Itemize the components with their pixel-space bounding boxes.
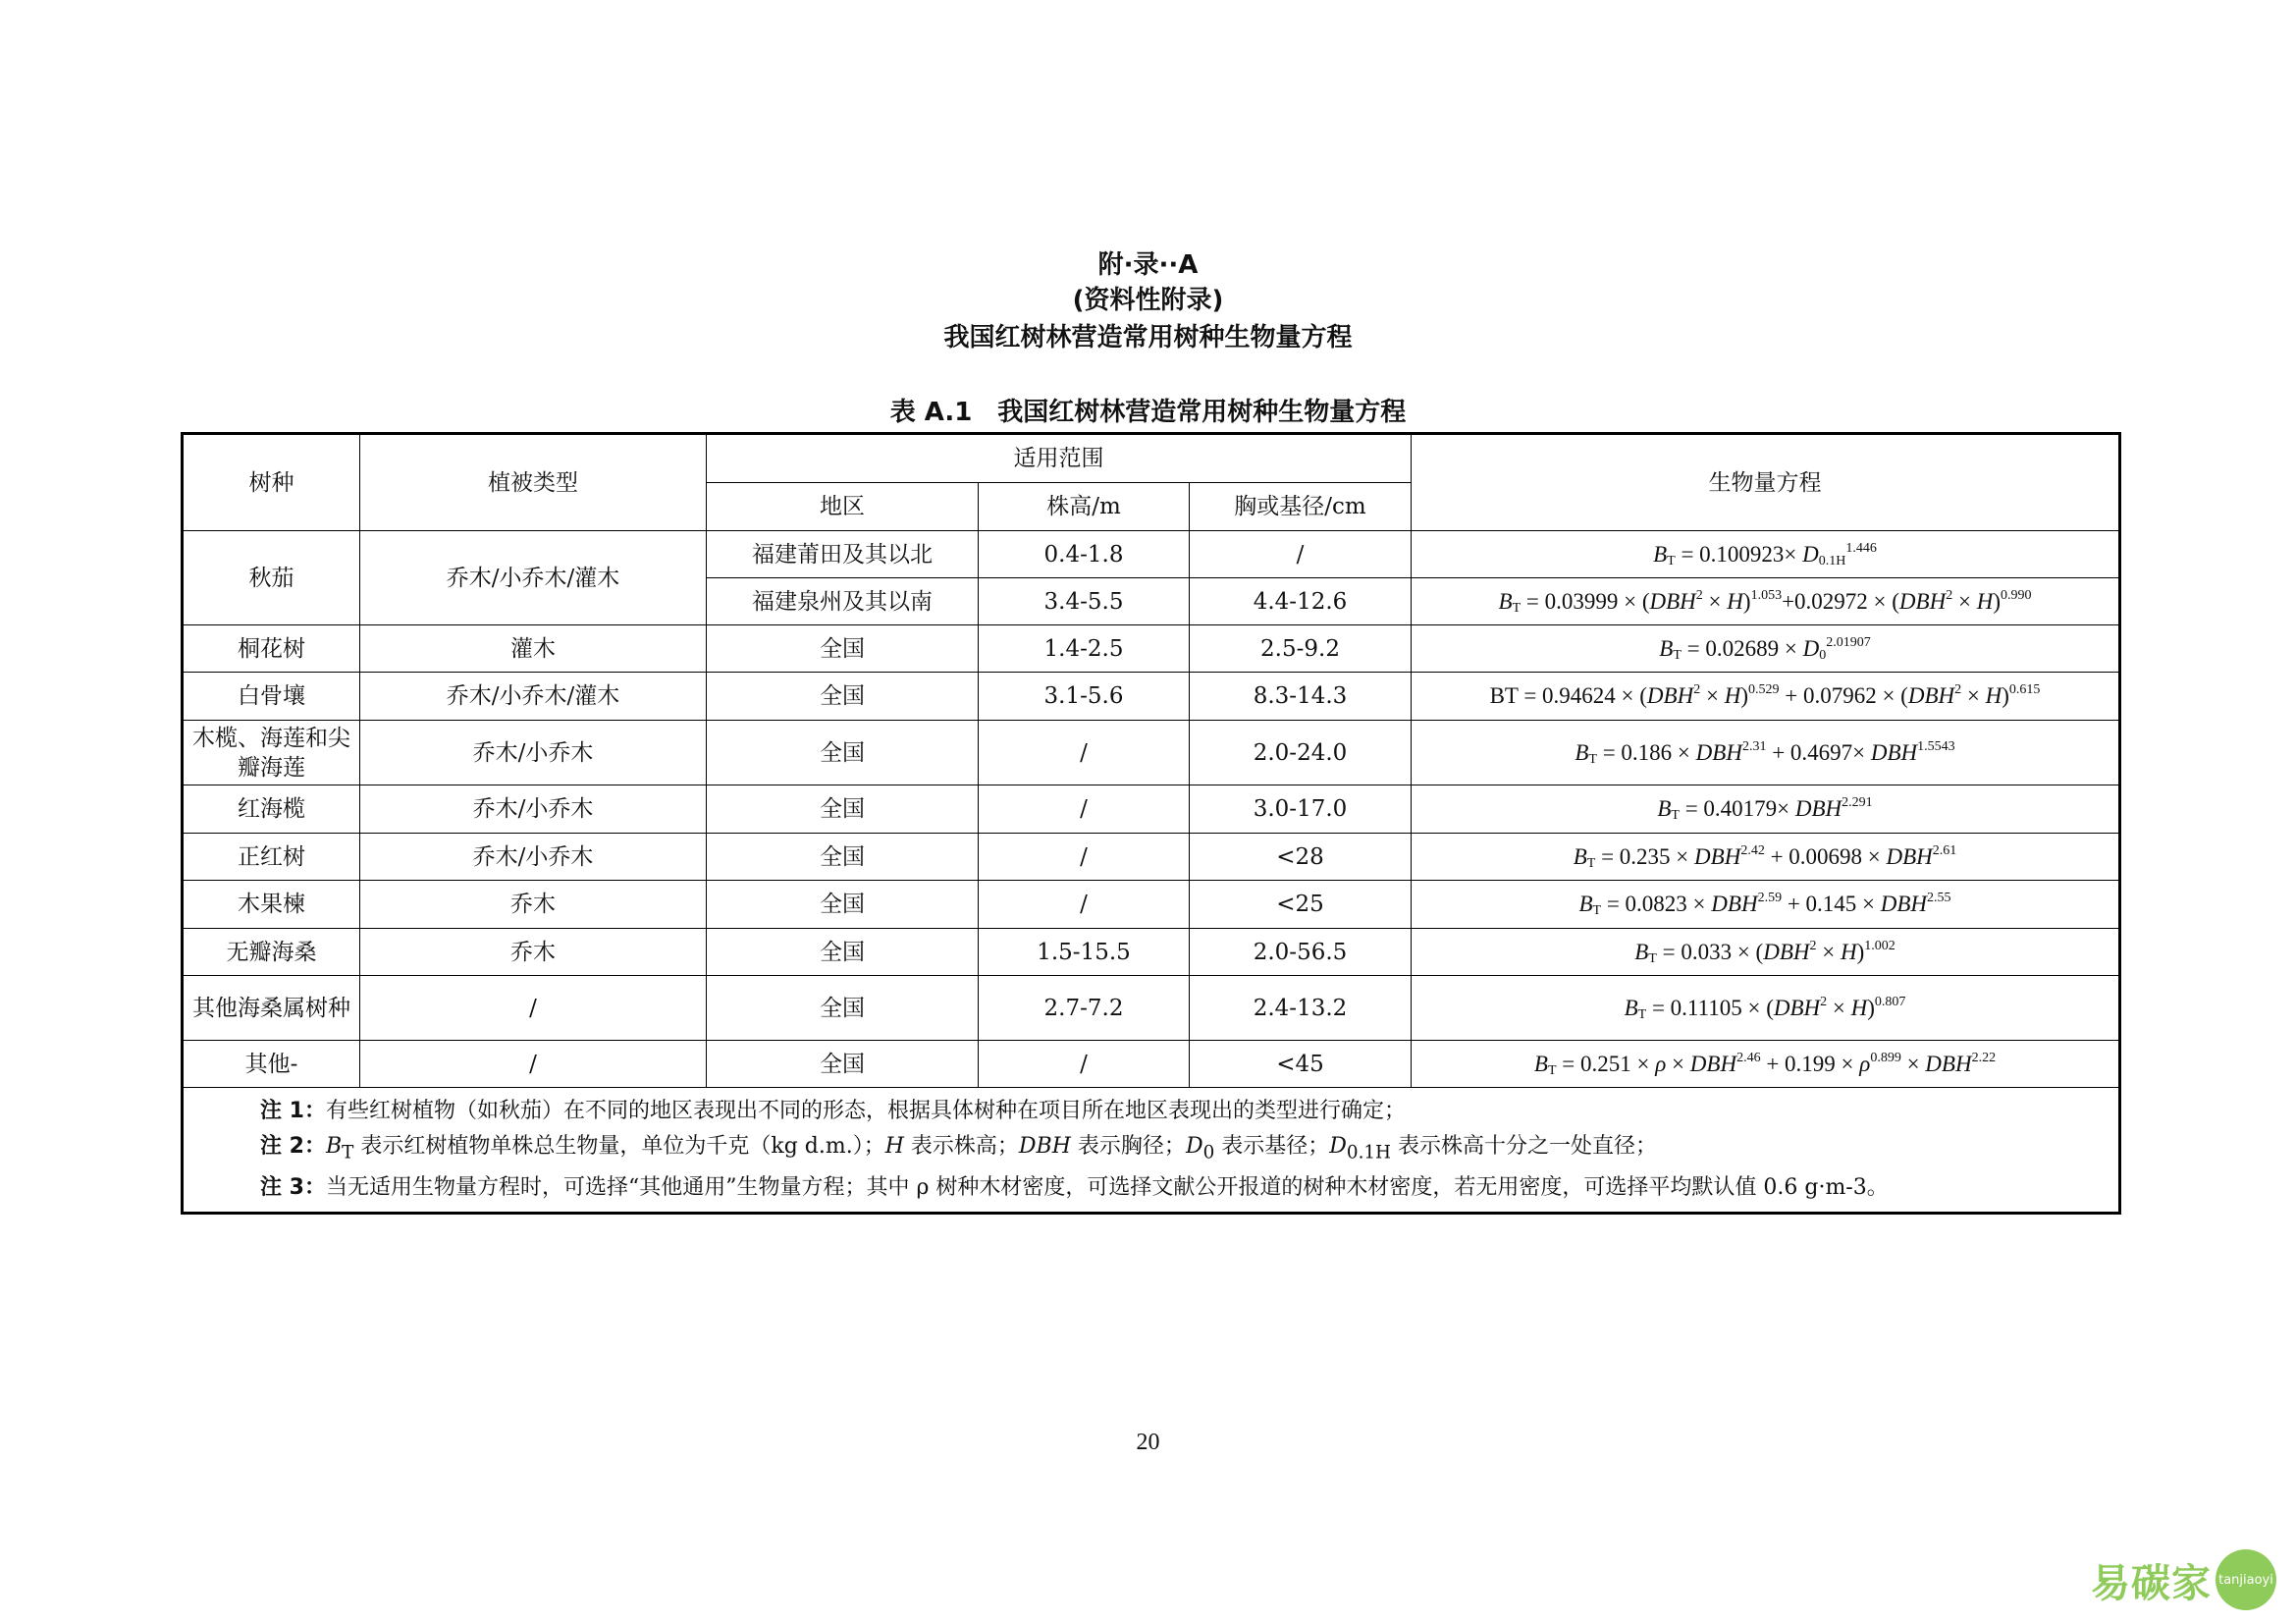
species-cell: 红海榄 [183,785,360,834]
equation-cell: BT = $0.94624 \times (DBH^2 \times H)^{0.529} + 0.07962 \times (DBH^2 \times H)^{0.615}$ [1412,673,2120,721]
equation-cell: $B_T = 0.100923\times D_{0.1H}^{1.446}$ [1412,531,2120,578]
species-cell: 秋茄 [183,531,360,625]
region-cell: 福建泉州及其以南 [707,578,979,625]
equation-cell: $B_T = 0.40179\times DBH^{2.291}$ [1412,785,2120,834]
vegetation-cell: 乔木/小乔木/灌木 [360,531,707,625]
height-cell: 3.4-5.5 [979,578,1190,625]
height-cell: 2.7-7.2 [979,976,1190,1041]
table-row [183,929,2120,976]
vegetation-cell: 乔木/小乔木 [360,834,707,881]
appendix-heading: 我国红树林营造常用树种生物量方程 [943,323,1353,352]
diameter-cell: <25 [1190,881,1412,929]
table-row [183,531,2120,578]
table-row [183,834,2120,881]
notes-cell [183,1088,2120,1214]
region-cell: 福建莆田及其以北 [707,531,979,578]
vegetation-cell: / [360,976,707,1041]
diameter-cell: 3.0-17.0 [1190,785,1412,834]
watermark-logo [2091,1549,2276,1610]
table-row [183,976,2120,1041]
species-cell: 无瓣海桑 [183,929,360,976]
equation-cell: $B_T = 0.02689 \times D_0^{2.01907}$ [1412,625,2120,673]
height-cell: 0.4-1.8 [979,531,1190,578]
region-cell: 全国 [707,721,979,785]
appendix-subtitle: (资料性附录) [1072,286,1224,315]
header-scope: 适用范围 [707,434,1412,483]
diameter-cell: 2.0-56.5 [1190,929,1412,976]
appendix-title: 附·录··A [1097,250,1199,280]
diameter-cell: / [1190,531,1412,578]
height-cell: 3.1-5.6 [979,673,1190,721]
region-cell: 全国 [707,673,979,721]
region-cell: 全国 [707,1041,979,1088]
species-cell: 木榄、海莲和尖瓣海莲 [183,721,360,785]
diameter-cell: 4.4-12.6 [1190,578,1412,625]
table-row [183,1041,2120,1088]
equation-cell: $B_T = 0.186 \times DBH^{2.31} + 0.4697\times DBH^{1.5543}$ [1412,721,2120,785]
header-region: 地区 [707,483,979,531]
equation-cell: $B_T = 0.03999 \times (DBH^2 \times H)^{1.053}+0.02972 \times (DBH^2 \times H)^{0.990}$ [1412,578,2120,625]
equation-cell: $B_T = 0.251 \times \rho \times DBH^{2.46} + 0.199 \times \rho^{0.899} \times DBH^{2.22}$ [1412,1041,2120,1088]
height-cell: / [979,785,1190,834]
equation-cell: $B_T = 0.033 \times (DBH^2 \times H)^{1.002}$ [1412,929,2120,976]
species-cell: 其他- [183,1041,360,1088]
header-height: 株高/m [979,483,1190,531]
vegetation-cell: 乔木 [360,929,707,976]
height-cell: / [979,1041,1190,1088]
table-row [183,881,2120,929]
biomass-equation-table [181,432,2121,1215]
diameter-cell: <28 [1190,834,1412,881]
region-cell: 全国 [707,625,979,673]
diameter-cell: 8.3-14.3 [1190,673,1412,721]
notes-row [183,1088,2120,1214]
species-cell: 桐花树 [183,625,360,673]
species-cell: 白骨壤 [183,673,360,721]
note-2: 注 2：$B_T$ 表示红树植物单株总生物量，单位为千克（kg d.m.）；H 表示株高；DBH 表示胸径；$D_0$ 表示基径；$D_{0.1H}$ 表示株高十分之一处直径； [260,1134,1658,1164]
diameter-cell: <45 [1190,1041,1412,1088]
region-cell: 全国 [707,785,979,834]
height-cell: / [979,721,1190,785]
table-row [183,785,2120,834]
vegetation-cell: 灌木 [360,625,707,673]
equation-cell: $B_T = 0.0823 \times DBH^{2.59} + 0.145 \times DBH^{2.55}$ [1412,881,2120,929]
table-row [183,625,2120,673]
header-equation: 生物量方程 [1412,434,2120,531]
vegetation-cell: 乔木/小乔木/灌木 [360,673,707,721]
species-cell: 正红树 [183,834,360,881]
equation-cell: $B_T = 0.11105 \times (DBH^2 \times H)^{0.807}$ [1412,976,2120,1041]
diameter-cell: 2.4-13.2 [1190,976,1412,1041]
height-cell: / [979,881,1190,929]
region-cell: 全国 [707,881,979,929]
height-cell: 1.4-2.5 [979,625,1190,673]
header-species: 树种 [183,434,360,531]
note-1: 注 1：有些红树植物（如秋茄）在不同的地区表现出不同的形态，根据具体树种在项目所在地区表现出的类型进行确定； [260,1099,1406,1123]
diameter-cell: 2.0-24.0 [1190,721,1412,785]
vegetation-cell: 乔木/小乔木 [360,785,707,834]
region-cell: 全国 [707,976,979,1041]
height-cell: 1.5-15.5 [979,929,1190,976]
table-row [183,673,2120,721]
page-number: 20 [1136,1430,1160,1455]
species-cell: 其他海桑属树种 [183,976,360,1041]
header-diameter: 胸或基径/cm [1190,483,1412,531]
species-cell: 木果楝 [183,881,360,929]
vegetation-cell: / [360,1041,707,1088]
region-cell: 全国 [707,834,979,881]
watermark-text: 易碳家 [2091,1560,2212,1606]
equation-cell: $B_T = 0.235 \times DBH^{2.42} + 0.00698 \times DBH^{2.61}$ [1412,834,2120,881]
vegetation-cell: 乔木/小乔木 [360,721,707,785]
table-caption: 表 A.1 我国红树林营造常用树种生物量方程 [889,398,1407,427]
height-cell: / [979,834,1190,881]
header-vegetation: 植被类型 [360,434,707,531]
table-row [183,721,2120,785]
watermark-badge: tanjiaoyi [2216,1549,2276,1610]
vegetation-cell: 乔木 [360,881,707,929]
diameter-cell: 2.5-9.2 [1190,625,1412,673]
table-header-row [183,434,2120,483]
region-cell: 全国 [707,929,979,976]
note-3: 注 3：当无适用生物量方程时，可选择“其他通用”生物量方程；其中 ρ 树种木材密度，可选择文献公开报道的树种木材密度，若无用密度，可选择平均默认值 0.6 g·m-3。 [260,1175,1889,1201]
